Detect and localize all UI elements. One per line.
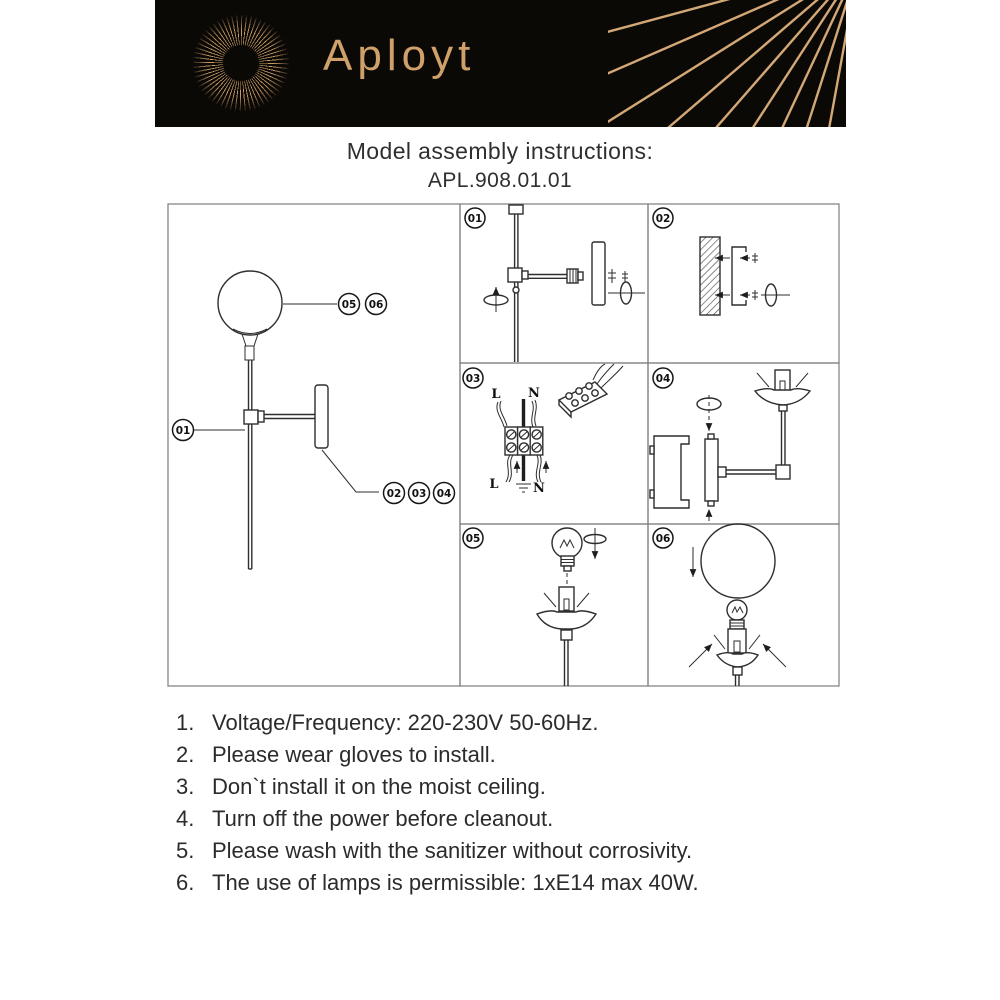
callout-06 [366,294,387,315]
screw-icon [752,253,758,300]
svg-text:06: 06 [655,533,671,545]
wall-section [700,237,720,315]
svg-text:01: 01 [467,213,483,225]
step-02-drawing [653,208,790,315]
instruction-item [176,709,876,736]
svg-text:04: 04 [655,373,671,385]
item-number: 4. [176,806,195,831]
lamp-holder [537,587,596,640]
svg-text:02: 02 [386,488,402,500]
panel-step-03 [460,363,648,524]
model-number: APL.908.01.01 [427,169,573,192]
svg-text:L: L [491,387,501,402]
svg-text:03: 03 [411,488,427,500]
svg-text:L: L [489,477,499,492]
step-05-drawing [463,528,606,686]
step-03-drawing [463,364,623,496]
item-number: 6. [176,870,195,895]
terminal-block-3d [559,364,623,417]
callout-02 [384,483,405,504]
item-number: 3. [176,774,195,799]
panel-step-02 [648,204,839,363]
back-plate [705,439,718,501]
callout-01 [173,420,194,441]
instruction-item [176,805,876,832]
earth-ground-icon [516,484,531,492]
item-text: Don`t install it on the moist ceiling. [212,774,546,799]
step-04-drawing [650,368,810,521]
item-number: 5. [176,838,195,863]
callout-05 [339,294,360,315]
item-text: Please wear gloves to install. [212,742,496,767]
instruction-item [176,869,876,896]
title-block [0,138,1000,193]
item-number: 1. [176,710,195,735]
svg-text:02: 02 [655,213,671,225]
mounting-bracket [732,247,746,305]
lamp-holder [755,370,810,411]
screw-icon [608,269,628,283]
bulb-icon [552,528,582,571]
starburst-logo-icon [193,15,289,111]
instruction-item [176,773,876,800]
item-text: Please wash with the sanitizer without corrosivity. [212,838,693,863]
panel-step-01 [460,204,648,363]
instructions-list [176,709,876,901]
bulb-icon [727,600,747,629]
page-title: Model assembly instructions: [346,138,654,164]
callout-04 [434,483,455,504]
svg-text:06: 06 [368,299,384,311]
svg-text:N: N [528,386,540,401]
lamp-overview-drawing [173,271,455,569]
wall-bracket [654,436,689,508]
item-number: 2. [176,742,195,767]
item-text: Voltage/Frequency: 220-230V 50-60Hz. [212,710,599,735]
step-01-drawing [465,205,645,362]
glass-globe [701,524,775,598]
assembly-figure [167,203,840,687]
step-06-drawing [653,524,786,686]
decorative-rays-icon [608,0,846,127]
svg-text:05: 05 [465,533,481,545]
svg-text:05: 05 [341,299,357,311]
brand-header [155,0,846,127]
svg-text:04: 04 [436,488,452,500]
panel-overview [168,204,460,686]
svg-text:03: 03 [465,373,481,385]
callout-03 [409,483,430,504]
item-text: Turn off the power before cleanout. [212,806,554,831]
item-text: The use of lamps is permissible: 1xE14 max 40W. [212,870,699,895]
instruction-item [176,741,876,768]
brand-wordmark: Aployt [323,31,476,80]
instruction-item [176,837,876,864]
lamp-holder [714,629,760,667]
svg-text:N: N [533,481,545,496]
svg-text:01: 01 [175,425,191,437]
